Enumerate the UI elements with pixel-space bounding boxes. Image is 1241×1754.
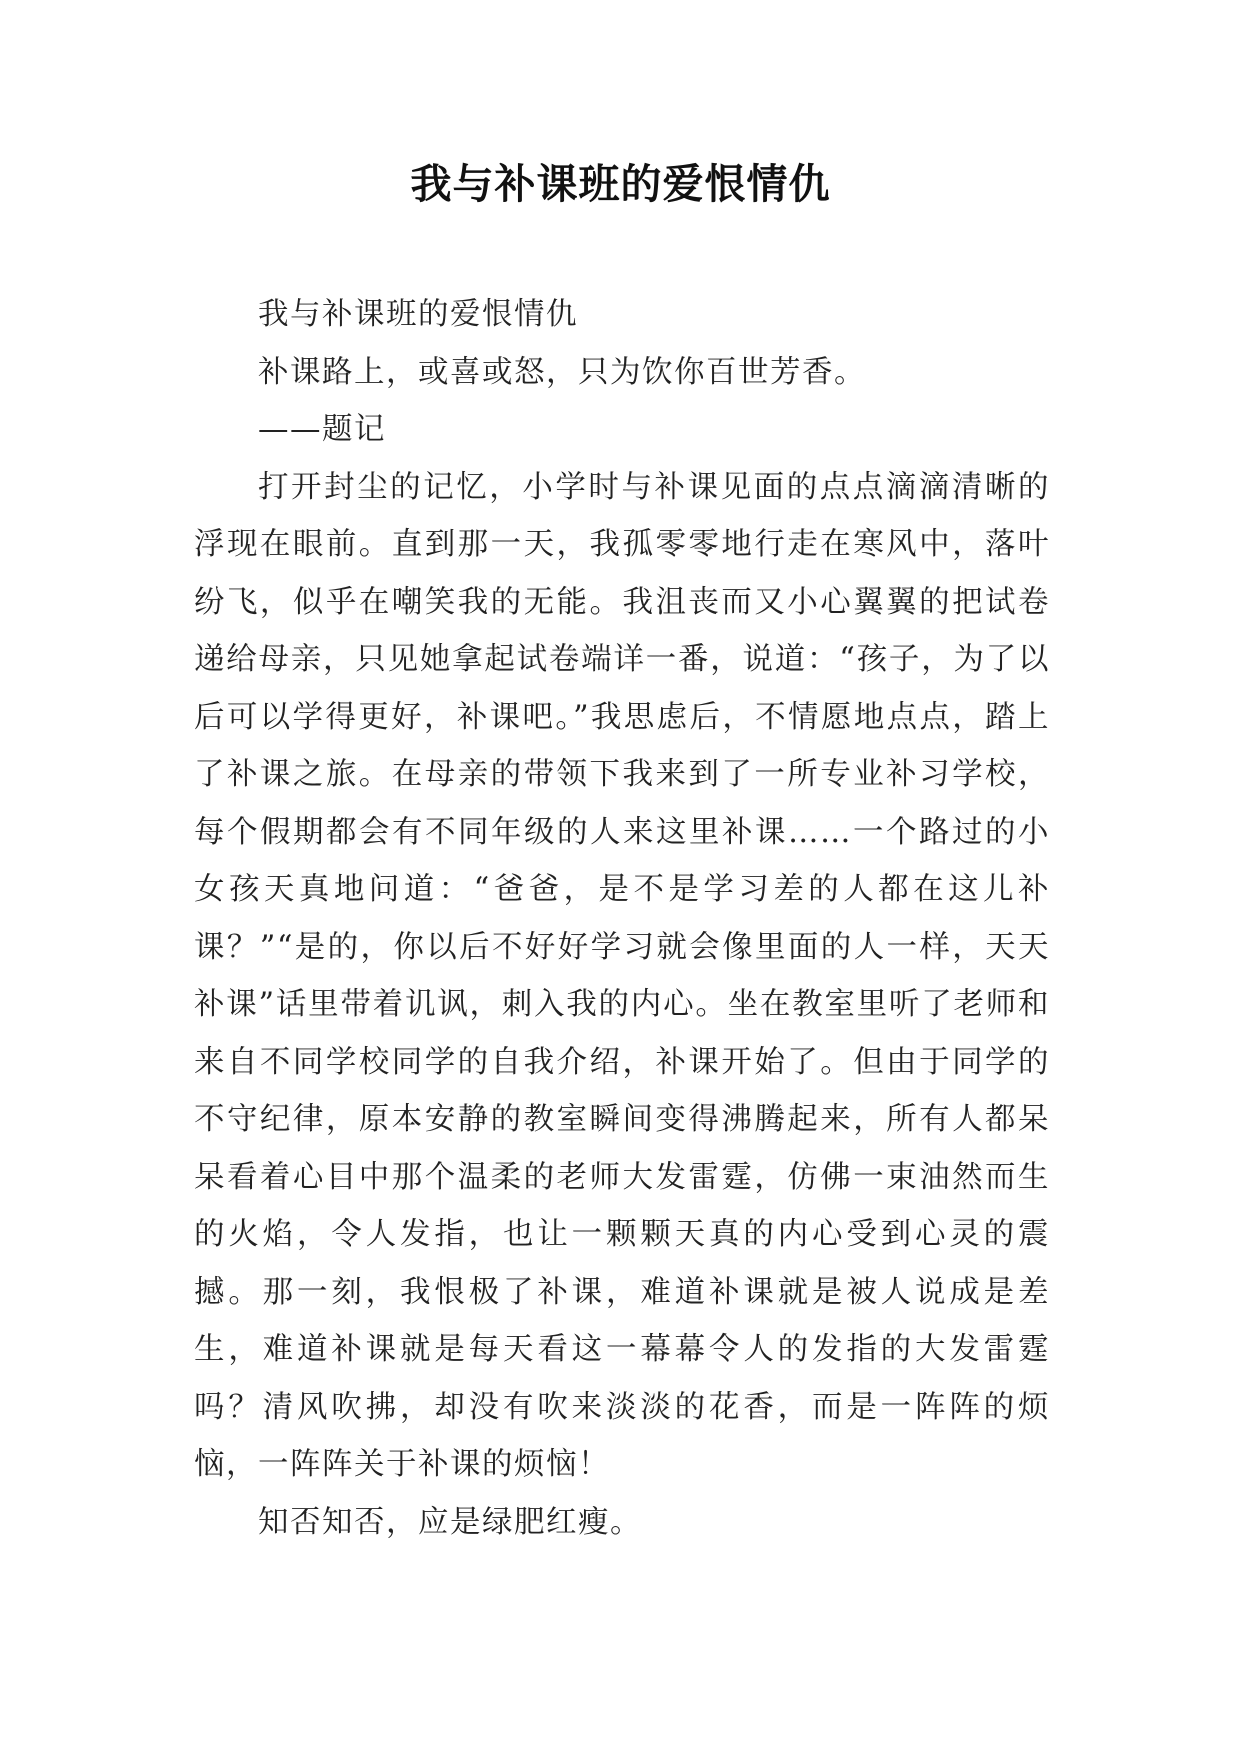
paragraph-epigraph-attribution: ——题记 bbox=[258, 412, 386, 447]
paragraph-closing: 知否知否，应是绿肥红瘦。 bbox=[258, 1504, 642, 1540]
paragraph-main: 打开封尘的记忆，小学时与补课见面的点点滴滴清晰的浮现在眼前。直到那一天，我孤零零地行走在寒风中，落叶纷飞，似乎在嘲笑我的无能。我沮丧而又小心翼翼的把试卷递给母亲，只见她拿起试卷端详一番，说道：“孩子，为了以后可以学得更好，补课吧。”我思虑后，不情愿地点点，踏上了补课之旅。在母亲的带领下我来到了一所专业补习学校，每个假期都会有不同年级的人来这里补课……一个路过的小女孩天真地问道：“爸爸，是不是学习差的人都在这儿补课？”“是的，你以后不好好学习就会像里面的人一样，天天补课”话里带着讥讽，刺入我的内心。坐在教室里听了老师和来自不同学校同学的自我介绍，补课开始了。但由于同学的不守纪律，原本安静的教室瞬间变得沸腾起来，所有人都呆呆看着心目中那个温柔的老师大发雷霆，仿佛一束油然而生的火焰，令人发指，也让一颗颗天真的内心受到心灵的震撼。那一刻，我恨极了补课，难道补课就是被人说成是差生，难道补课就是每天看这一幕幕令人的发指的大发雷霆吗？清风吹拂，却没有吹来淡淡的花香，而是一阵阵的烦恼，一阵阵关于补课的烦恼！ bbox=[194, 469, 1050, 1482]
document-body bbox=[194, 286, 1050, 1551]
paragraph-subtitle: 我与补课班的爱恨情仇 bbox=[258, 297, 578, 332]
document-title: 我与补课班的爱恨情仇 bbox=[410, 160, 831, 208]
paragraph-epigraph: 补课路上，或喜或怒，只为饮你百世芳香。 bbox=[258, 354, 866, 390]
